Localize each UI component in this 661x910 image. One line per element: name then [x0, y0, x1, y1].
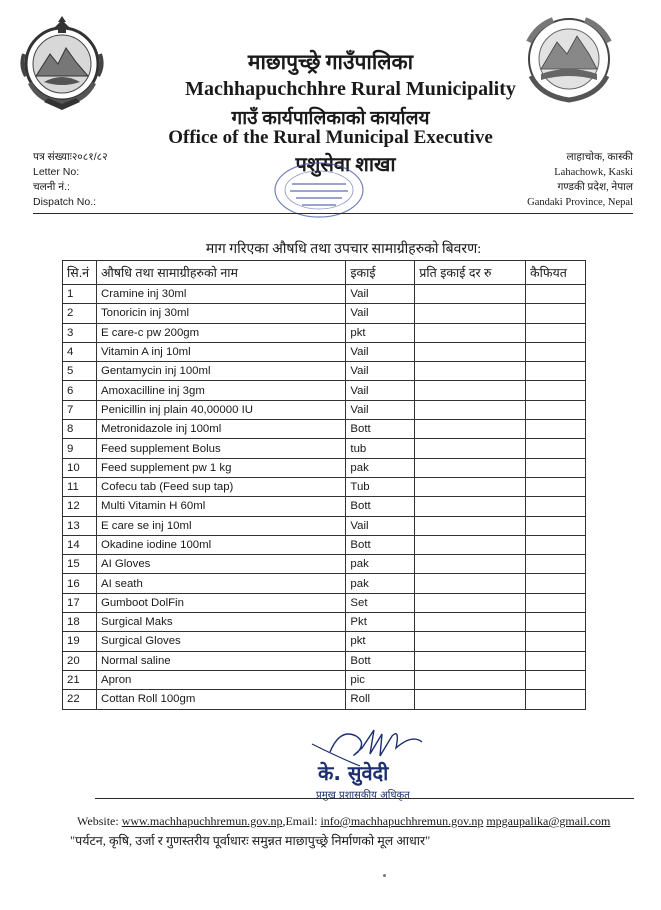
- cell-item-name: Penicillin inj plain 40,00000 IU: [96, 400, 345, 419]
- cell-unit: Vail: [346, 381, 415, 400]
- table-row: [63, 690, 586, 709]
- cell-serial: 7: [63, 400, 97, 419]
- cell-unit: Bott: [346, 651, 415, 670]
- cell-rate: [415, 381, 526, 400]
- cell-serial: 10: [63, 458, 97, 477]
- cell-unit: pkt: [346, 632, 415, 651]
- cell-item-name: Cottan Roll 100gm: [96, 690, 345, 709]
- header-divider: [33, 213, 633, 214]
- address-np: लाहाचोक, कास्की: [566, 152, 633, 163]
- cell-serial: 3: [63, 323, 97, 342]
- cell-item-name: Feed supplement pw 1 kg: [96, 458, 345, 477]
- cell-rate: [415, 613, 526, 632]
- cell-item-name: Amoxacilline inj 3gm: [96, 381, 345, 400]
- cell-item-name: Multi Vitamin H 60ml: [96, 497, 345, 516]
- cell-rate: [415, 574, 526, 593]
- cell-unit: pak: [346, 555, 415, 574]
- office-stamp: [272, 160, 366, 220]
- footer-contact: [77, 814, 610, 829]
- cell-unit: Vail: [346, 362, 415, 381]
- municipality-name-en: Machhapuchchhre Rural Municipality: [185, 78, 516, 100]
- cell-serial: 12: [63, 497, 97, 516]
- branch-name-np: पशुसेवा शाखा: [295, 154, 396, 176]
- header-remarks: कैफियत: [526, 261, 586, 285]
- officer-signature: [300, 708, 450, 803]
- website-label: Website:: [77, 814, 122, 828]
- header-serial: सि.नं: [63, 261, 97, 285]
- header-rate: प्रति इकाई दर रु: [415, 261, 526, 285]
- cell-remarks: [526, 690, 586, 709]
- cell-remarks: [526, 632, 586, 651]
- letter-no-np: पत्र संख्याः२०८१/८२: [33, 151, 108, 163]
- table-header-row: [63, 261, 586, 285]
- cell-item-name: Feed supplement Bolus: [96, 439, 345, 458]
- cell-unit: Roll: [346, 690, 415, 709]
- cell-unit: Vail: [346, 304, 415, 323]
- cell-unit: Bott: [346, 497, 415, 516]
- province-np: गण्डकी प्रदेश, नेपाल: [557, 182, 633, 193]
- cell-rate: [415, 400, 526, 419]
- header-unit: इकाई: [346, 261, 415, 285]
- letter-meta: [33, 150, 108, 210]
- table-row: [63, 439, 586, 458]
- email-label: ,Email:: [282, 814, 321, 828]
- table-row: [63, 420, 586, 439]
- cell-remarks: [526, 400, 586, 419]
- cell-item-name: Cofecu tab (Feed sup tap): [96, 477, 345, 496]
- cell-serial: 22: [63, 690, 97, 709]
- table-row: [63, 342, 586, 361]
- cell-rate: [415, 420, 526, 439]
- cell-unit: Vail: [346, 400, 415, 419]
- cell-rate: [415, 323, 526, 342]
- cell-remarks: [526, 439, 586, 458]
- cell-unit: Bott: [346, 420, 415, 439]
- cell-rate: [415, 439, 526, 458]
- cell-item-name: AI Gloves: [96, 555, 345, 574]
- cell-serial: 1: [63, 285, 97, 304]
- cell-remarks: [526, 420, 586, 439]
- cell-unit: Vail: [346, 285, 415, 304]
- table-row: [63, 593, 586, 612]
- cell-remarks: [526, 323, 586, 342]
- cell-unit: Vail: [346, 342, 415, 361]
- cell-unit: pak: [346, 574, 415, 593]
- cell-remarks: [526, 458, 586, 477]
- cell-item-name: AI seath: [96, 574, 345, 593]
- page-mark: [383, 874, 386, 877]
- cell-remarks: [526, 381, 586, 400]
- table-row: [63, 670, 586, 689]
- table-row: [63, 323, 586, 342]
- office-address: [527, 150, 633, 210]
- email-link-1[interactable]: info@machhapuchhremun.gov.np: [320, 814, 484, 828]
- cell-remarks: [526, 362, 586, 381]
- cell-remarks: [526, 477, 586, 496]
- cell-serial: 9: [63, 439, 97, 458]
- dispatch-no-np: चलनी नं.:: [33, 181, 70, 193]
- cell-rate: [415, 304, 526, 323]
- footer-divider: [95, 798, 634, 799]
- cell-unit: Vail: [346, 516, 415, 535]
- cell-item-name: Vitamin A inj 10ml: [96, 342, 345, 361]
- cell-unit: Set: [346, 593, 415, 612]
- cell-item-name: Cramine inj 30ml: [96, 285, 345, 304]
- cell-serial: 17: [63, 593, 97, 612]
- cell-rate: [415, 285, 526, 304]
- table-row: [63, 497, 586, 516]
- cell-serial: 15: [63, 555, 97, 574]
- letter-no-en: Letter No:: [33, 166, 80, 178]
- cell-rate: [415, 516, 526, 535]
- province-en: Gandaki Province, Nepal: [527, 197, 633, 208]
- cell-remarks: [526, 516, 586, 535]
- email-link-2[interactable]: mpgaupalika@gmail.com: [486, 814, 611, 828]
- cell-serial: 8: [63, 420, 97, 439]
- cell-rate: [415, 670, 526, 689]
- cell-rate: [415, 342, 526, 361]
- dispatch-no-en: Dispatch No.:: [33, 196, 97, 208]
- svg-text:के. सुवेदी: के. सुवेदी: [318, 761, 389, 785]
- municipality-name-np: माछापुच्छ्रे गाउँपालिका: [247, 50, 414, 74]
- cell-unit: tub: [346, 439, 415, 458]
- cell-unit: Pkt: [346, 613, 415, 632]
- cell-item-name: Gentamycin inj 100ml: [96, 362, 345, 381]
- cell-unit: Tub: [346, 477, 415, 496]
- office-name-en: Office of the Rural Municipal Executive: [168, 127, 493, 148]
- office-name-np: गाउँ कार्यपालिकाको कार्यालय: [231, 108, 430, 129]
- cell-serial: 5: [63, 362, 97, 381]
- cell-serial: 2: [63, 304, 97, 323]
- cell-rate: [415, 535, 526, 554]
- table-row: [63, 574, 586, 593]
- cell-serial: 19: [63, 632, 97, 651]
- table-row: [63, 285, 586, 304]
- cell-rate: [415, 477, 526, 496]
- medicine-demand-table: [62, 260, 586, 710]
- table-row: [63, 613, 586, 632]
- cell-rate: [415, 690, 526, 709]
- table-row: [63, 632, 586, 651]
- cell-remarks: [526, 593, 586, 612]
- table-row: [63, 555, 586, 574]
- cell-rate: [415, 458, 526, 477]
- cell-item-name: E care-c pw 200gm: [96, 323, 345, 342]
- cell-item-name: Surgical Gloves: [96, 632, 345, 651]
- cell-serial: 18: [63, 613, 97, 632]
- cell-item-name: E care se inj 10ml: [96, 516, 345, 535]
- table-row: [63, 400, 586, 419]
- table-row: [63, 381, 586, 400]
- cell-rate: [415, 632, 526, 651]
- cell-serial: 20: [63, 651, 97, 670]
- cell-unit: pak: [346, 458, 415, 477]
- cell-remarks: [526, 497, 586, 516]
- cell-remarks: [526, 535, 586, 554]
- cell-remarks: [526, 670, 586, 689]
- table-row: [63, 516, 586, 535]
- cell-unit: Bott: [346, 535, 415, 554]
- cell-unit: pkt: [346, 323, 415, 342]
- cell-serial: 6: [63, 381, 97, 400]
- table-row: [63, 477, 586, 496]
- cell-serial: 11: [63, 477, 97, 496]
- table-row: [63, 651, 586, 670]
- cell-unit: pic: [346, 670, 415, 689]
- cell-item-name: Tonoricin inj 30ml: [96, 304, 345, 323]
- cell-item-name: Gumboot DolFin: [96, 593, 345, 612]
- table-row: [63, 535, 586, 554]
- cell-remarks: [526, 555, 586, 574]
- cell-rate: [415, 555, 526, 574]
- website-link[interactable]: www.machhapuchhremun.gov.np: [121, 814, 283, 828]
- cell-serial: 21: [63, 670, 97, 689]
- cell-rate: [415, 362, 526, 381]
- cell-remarks: [526, 285, 586, 304]
- address-en: Lahachowk, Kaski: [554, 167, 633, 178]
- cell-serial: 14: [63, 535, 97, 554]
- cell-item-name: Apron: [96, 670, 345, 689]
- cell-remarks: [526, 304, 586, 323]
- cell-item-name: Metronidazole inj 100ml: [96, 420, 345, 439]
- table-row: [63, 458, 586, 477]
- cell-serial: 16: [63, 574, 97, 593]
- cell-remarks: [526, 574, 586, 593]
- table-row: [63, 362, 586, 381]
- cell-item-name: Surgical Maks: [96, 613, 345, 632]
- header-item-name: औषधि तथा सामाग्रीहरुको नाम: [96, 261, 345, 285]
- footer-slogan: "पर्यटन, कृषि, उर्जा र गुणस्तरीय पूर्वाधारः समुन्नत माछापुच्छ्रे निर्माणको मूल आधार": [70, 834, 431, 848]
- cell-item-name: Normal saline: [96, 651, 345, 670]
- table-title: माग गरिएका औषधि तथा उपचार सामाग्रीहरुको बिवरण:: [205, 242, 482, 257]
- cell-remarks: [526, 651, 586, 670]
- cell-rate: [415, 593, 526, 612]
- cell-serial: 13: [63, 516, 97, 535]
- cell-rate: [415, 651, 526, 670]
- cell-remarks: [526, 342, 586, 361]
- table-row: [63, 304, 586, 323]
- cell-item-name: Okadine iodine 100ml: [96, 535, 345, 554]
- svg-text:प्रमुख प्रशासकीय अधिकृत: प्रमुख प्रशासकीय अधिकृत: [316, 790, 410, 801]
- cell-rate: [415, 497, 526, 516]
- cell-remarks: [526, 613, 586, 632]
- cell-serial: 4: [63, 342, 97, 361]
